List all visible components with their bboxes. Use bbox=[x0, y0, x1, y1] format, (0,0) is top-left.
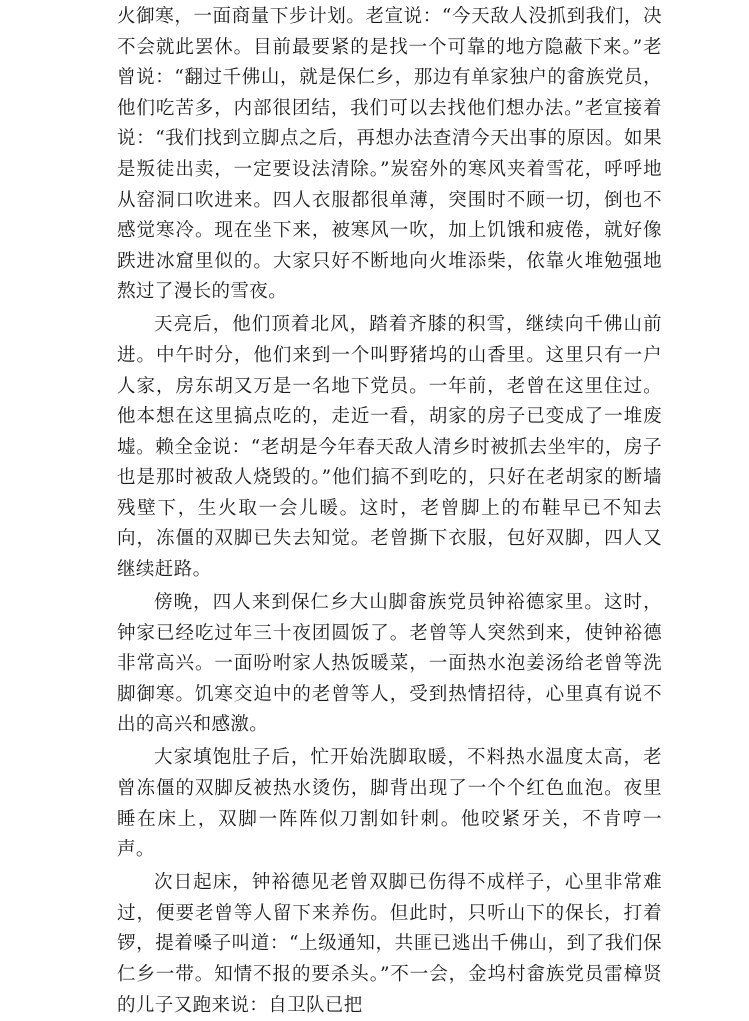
paragraph-3: 傍晚，四人来到保仁乡大山脚畲族党员钟裕德家里。这时，钟家已经吃过年三十夜团圆饭了。老曾等人突然到来，使钟裕德非常高兴。一面吩咐家人热饭暖菜，一面热水泡姜汤给老曾等洗脚御寒。饥寒交迫中的老曾等人，受到热情招待，心里真有说不出的高兴和感激。 bbox=[117, 592, 662, 736]
paragraph-5: 次日起床，钟裕德见老曾双脚已伤得不成样子，心里非常难过，便要老曾等人留下来养伤。但此时，只听山下的保长，打着锣，提着嗓子叫道：“上级通知，共匪已逃出千佛山，到了我们保仁乡一带。知情不报的要杀头。”不一会，金坞村畲族党员雷樟贤的儿子又跑来说：自卫队已把 bbox=[117, 872, 662, 1016]
paragraph-2: 天亮后，他们顶着北风，踏着齐膝的积雪，继续向千佛山前进。中午时分，他们来到一个叫野猪坞的山香里。这里只有一户人家，房东胡又万是一名地下党员。一年前，老曾在这里住过。他本想在这里搞点吃的，走近一看，胡家的房子已变成了一堆废墟。赖全金说：“老胡是今年春天敌人清乡时被抓去坐牢的，房子也是那时被敌人烧毁的。”他们搞不到吃的，只好在老胡家的断墙残壁下，生火取一会儿暖。这时，老曾脚上的布鞋早已不知去向，冻僵的双脚已失去知觉。老曾撕下衣服，包好双脚，四人又继续赶路。 bbox=[117, 314, 662, 581]
body-text bbox=[117, 2, 662, 1021]
paragraph-1: 火御寒，一面商量下步计划。老宣说：“今天敌人没抓到我们，决不会就此罢休。目前最要紧的是找一个可靠的地方隐蔽下来。”老曾说：“翻过千佛山，就是保仁乡，那边有单家独户的畲族党员，他们吃苦多，内部很团结，我们可以去找他们想办法。”老宣接着说：“我们找到立脚点之后，再想办法查清今天出事的原因。如果是叛徒出卖，一定要设法清除。”炭窑外的寒风夹着雪花，呼呼地从窑洞口吹进来。四人衣服都很单薄，突围时不顾一切，倒也不感觉寒冷。现在坐下来，被寒风一吹，加上饥饿和疲倦，就好像跌进冰窟里似的。大家只好不断地向火堆添柴，依靠火堆勉强地熬过了漫长的雪夜。 bbox=[117, 6, 662, 303]
paragraph-4: 大家填饱肚子后，忙开始洗脚取暖，不料热水温度太高，老曾冻僵的双脚反被热水烫伤，脚背出现了一个个红色血泡。夜里睡在床上，双脚一阵阵似刀割如针刺。他咬紧牙关，不肯哼一声。 bbox=[117, 747, 662, 861]
